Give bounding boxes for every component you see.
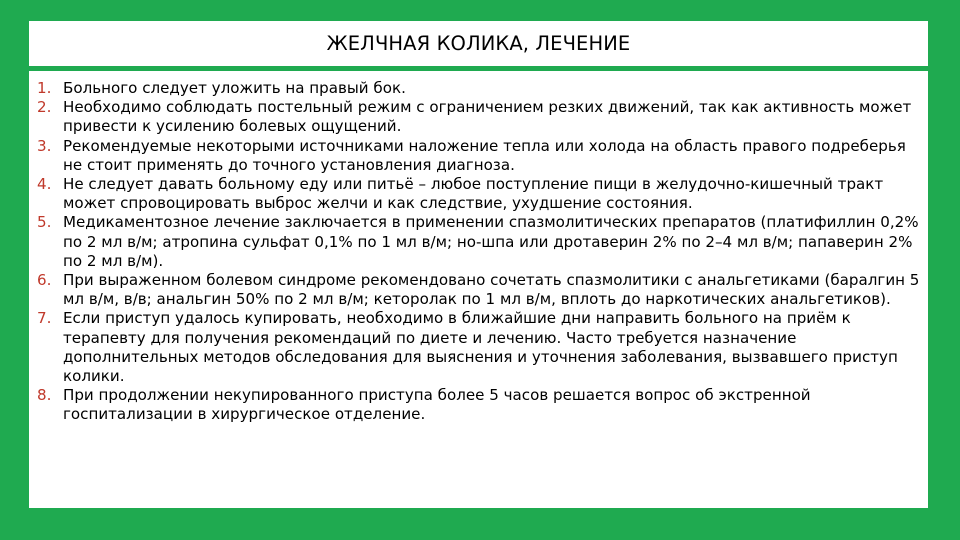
item-text: При выраженном болевом синдроме рекомендовано сочетать спазмолитики с анальгетиками (баралгин 5 мл в/м, в/в; анальгин 50% по 2 мл в/м; кеторолак по 1 мл в/м, вплоть до наркотических анальгетиков). [63,271,920,309]
item-number: 7. [37,309,52,328]
list-item [37,386,920,424]
list-item [37,137,920,175]
item-number: 1. [37,79,52,97]
item-text: Больного следует уложить на правый бок. [63,79,406,97]
item-text: Рекомендуемые некоторыми источниками наложение тепла или холода на область правого подреберья не стоит применять до точного установления диагноза. [63,136,906,174]
list-item [37,98,920,136]
list-item [37,309,920,386]
item-number: 3. [37,136,52,155]
item-number: 4. [37,175,52,194]
list-item [37,271,920,309]
title-panel [29,21,928,66]
item-text: При продолжении некупированного приступа более 5 часов решается вопрос об экстренной госпитализации в хирургическое отделение. [63,386,811,424]
item-text: Не следует давать больному еду или питьё – любое поступление пищи в желудочно-кишечный тракт может спровоцировать выброс желчи и как следствие, ухудшение состояния. [63,175,884,213]
list-item [37,213,920,271]
item-number: 8. [37,386,52,405]
list-item [37,79,920,98]
list-item [37,175,920,213]
item-text: Если приступ удалось купировать, необходимо в ближайшие дни направить больного на приём к терапевту для получения рекомендаций по диете и лечению. Часто требуется назначение дополнительных методов обследования для выяснения и уточнения заболевания, вызвавшего приступ колики. [63,309,898,386]
slide-title: ЖЕЛЧНАЯ КОЛИКА, ЛЕЧЕНИЕ [326,32,631,55]
treatment-list [37,79,920,425]
item-text: Необходимо соблюдать постельный режим с ограничением резких движений, так как активность может привести к усилению болевых ощущений. [63,98,912,136]
content-panel [29,71,928,508]
item-number: 2. [37,98,52,117]
item-text: Медикаментозное лечение заключается в применении спазмолитических препаратов (платифиллин 0,2% по 2 мл в/м; атропина сульфат 0,1% по 1 мл в/м; но-шпа или дротаверин 2% по 2–4 мл в/м; папаверин 2% по 2 мл в/м). [63,213,919,270]
item-number: 5. [37,213,52,232]
item-number: 6. [37,271,52,290]
